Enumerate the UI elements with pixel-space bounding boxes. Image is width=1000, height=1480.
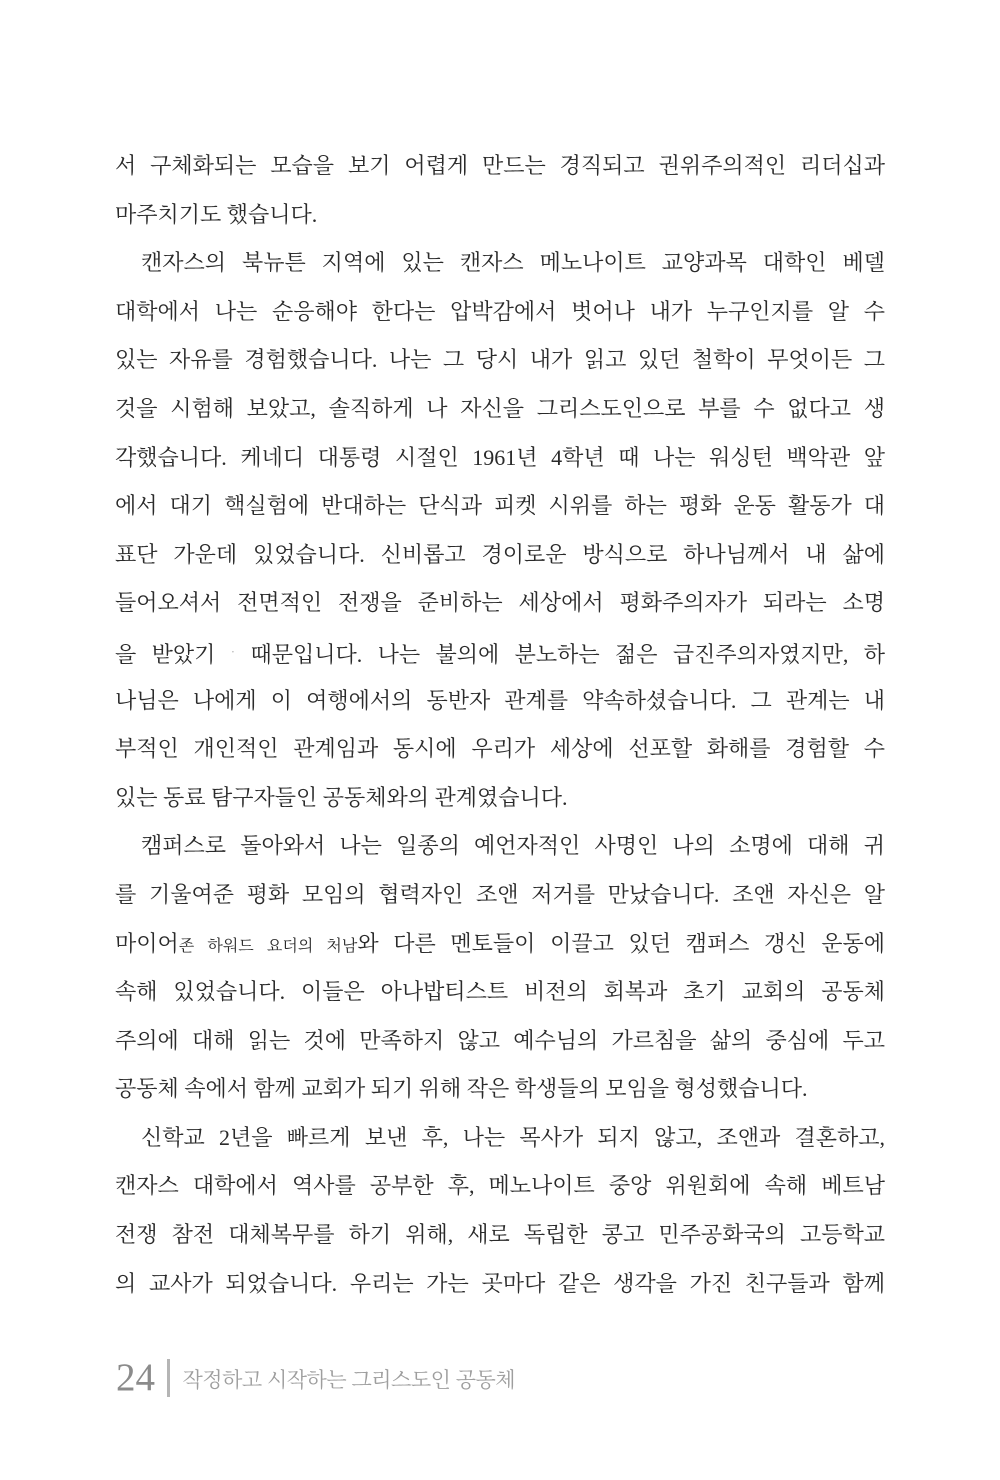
text-line: 공동체 속에서 함께 교회가 되기 위해 작은 학생들의 모임을 형성했습니다. — [115, 1076, 808, 1102]
text-line: 표단 가운데 있었습니다. 신비롭고 경이로운 방식으로 하나님께서 내 삶에 — [115, 541, 885, 567]
page-number: 24 — [116, 1356, 155, 1399]
text-line: 캔자스의 북뉴튼 지역에 있는 캔자스 메노나이트 교양과목 대학인 베델 — [141, 250, 885, 276]
body-text — [115, 142, 885, 1308]
text-line: 을 받았기 · 때문입니다. 나는 불의에 분노하는 젊은 급진주의자였지만, 하 — [115, 641, 885, 667]
text-line: 것을 시험해 보았고, 솔직하게 나 자신을 그리스도인으로 부를 수 없다고 생 — [115, 395, 885, 421]
text-line: 주의에 대해 읽는 것에 만족하지 않고 예수님의 가르침을 삶의 중심에 두고 — [115, 1027, 885, 1053]
text-line: 있는 동료 탐구자들인 공동체와의 관계였습니다. — [115, 784, 568, 810]
text-line: 들어오셔서 전면적인 전쟁을 준비하는 세상에서 평화주의자가 되라는 소명 — [115, 590, 885, 616]
text-line: 전쟁 참전 대체복무를 하기 위해, 새로 독립한 콩고 민주공화국의 고등학교 — [115, 1222, 885, 1248]
text-line: 부적인 개인적인 관계임과 동시에 우리가 세상에 선포할 화해를 경험할 수 — [115, 736, 885, 762]
text-line: 의 교사가 되었습니다. 우리는 가는 곳마다 같은 생각을 가진 친구들과 함께 — [115, 1270, 885, 1296]
text-line: 마이어존 하워드 요더의 처남와 다른 멘토들이 이끌고 있던 캠퍼스 갱신 운동에 — [115, 930, 885, 956]
text-line: 신학교 2년을 빠르게 보낸 후, 나는 목사가 되지 않고, 조앤과 결혼하고, — [141, 1124, 885, 1150]
text-line: 에서 대기 핵실험에 반대하는 단식과 피켓 시위를 하는 평화 운동 활동가 대 — [115, 493, 885, 519]
text-line: 캔자스 대학에서 역사를 공부한 후, 메노나이트 중앙 위원회에 속해 베트남 — [115, 1173, 885, 1199]
book-title: 작정하고 시작하는 그리스도인 공동체 — [182, 1369, 516, 1392]
text-line: 를 기울여준 평화 모임의 협력자인 조앤 저거를 만났습니다. 조앤 자신은 알 — [115, 881, 885, 907]
text-line: 속해 있었습니다. 이들은 아나밥티스트 비전의 회복과 초기 교회의 공동체 — [115, 979, 885, 1005]
footer-divider — [167, 1359, 170, 1397]
text-line: 서 구체화되는 모습을 보기 어렵게 만드는 경직되고 권위주의적인 리더십과 — [115, 153, 885, 178]
page-footer — [116, 1356, 515, 1400]
text-line: 나님은 나에게 이 여행에서의 동반자 관계를 약속하셨습니다. 그 관계는 내 — [115, 687, 885, 713]
text-line: 대학에서 나는 순응해야 한다는 압박감에서 벗어나 내가 누구인지를 알 수 — [115, 298, 885, 324]
text-line: 각했습니다. 케네디 대통령 시절인 1961년 4학년 때 나는 워싱턴 백악관 앞 — [115, 444, 885, 470]
text-line: 있는 자유를 경험했습니다. 나는 그 당시 내가 읽고 있던 철학이 무엇이든 그 — [115, 347, 885, 373]
text-line: 마주치기도 했습니다. — [115, 201, 318, 227]
text-line: 캠퍼스로 돌아와서 나는 일종의 예언자적인 사명인 나의 소명에 대해 귀 — [141, 833, 885, 859]
